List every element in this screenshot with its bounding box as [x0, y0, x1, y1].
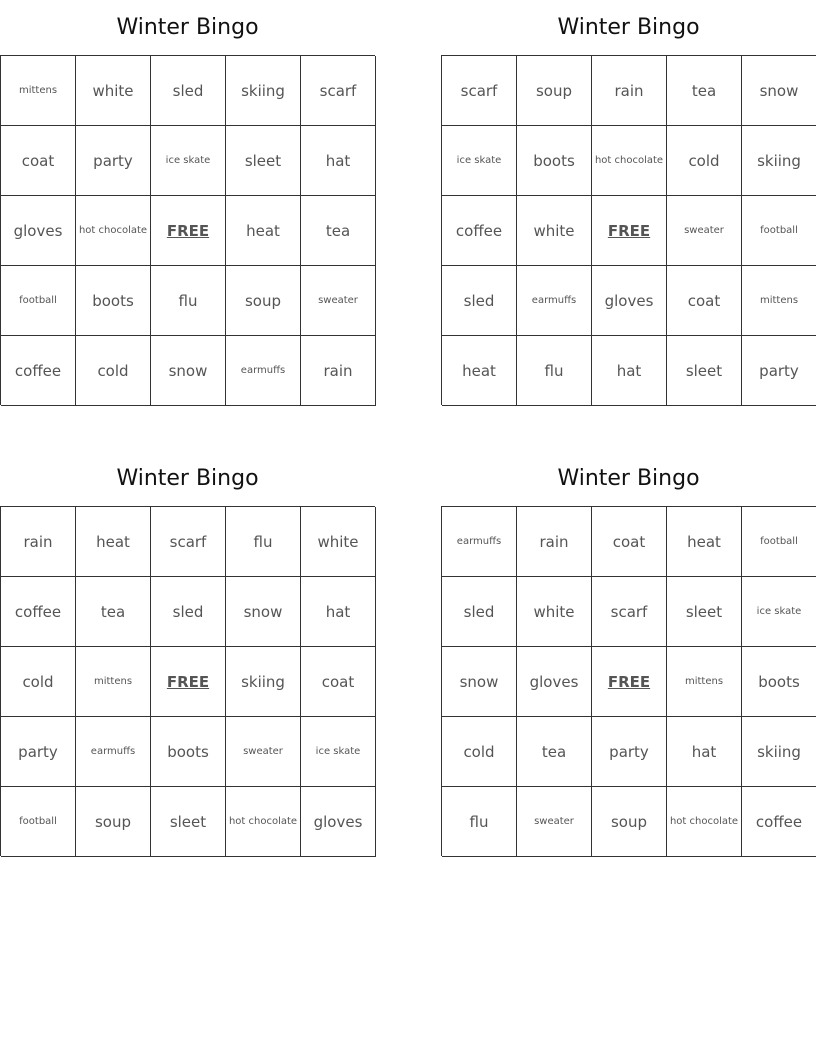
bingo-cell: mittens	[1, 56, 76, 126]
bingo-cell: flu	[517, 336, 592, 406]
bingo-card	[441, 0, 816, 405]
bingo-cell: skiing	[742, 126, 816, 196]
free-space-cell: FREE	[592, 647, 667, 717]
bingo-cell: sled	[151, 56, 226, 126]
bingo-cell: scarf	[301, 56, 376, 126]
bingo-cell: sleet	[151, 787, 226, 857]
bingo-cell: football	[742, 507, 816, 577]
bingo-cell: hat	[301, 577, 376, 647]
bingo-cell: coffee	[1, 336, 76, 406]
bingo-cell: mittens	[76, 647, 151, 717]
bingo-cell: heat	[226, 196, 301, 266]
bingo-cell: sleet	[226, 126, 301, 196]
bingo-cell: rain	[592, 56, 667, 126]
bingo-cell: coat	[301, 647, 376, 717]
bingo-cell: tea	[517, 717, 592, 787]
bingo-cell: cold	[1, 647, 76, 717]
bingo-cell: sweater	[301, 266, 376, 336]
bingo-cell: boots	[76, 266, 151, 336]
bingo-cell: heat	[76, 507, 151, 577]
bingo-cell: boots	[517, 126, 592, 196]
bingo-cell: white	[517, 577, 592, 647]
bingo-cell: party	[592, 717, 667, 787]
bingo-cell: football	[1, 787, 76, 857]
bingo-cell: coat	[667, 266, 742, 336]
card-title: Winter Bingo	[557, 15, 700, 40]
bingo-cell: heat	[667, 507, 742, 577]
card-title: Winter Bingo	[116, 15, 259, 40]
bingo-cell: rain	[517, 507, 592, 577]
bingo-cell: hot chocolate	[76, 196, 151, 266]
free-space-cell: FREE	[151, 647, 226, 717]
bingo-cell: skiing	[742, 717, 816, 787]
bingo-cell: soup	[226, 266, 301, 336]
bingo-grid	[441, 55, 816, 405]
bingo-cell: rain	[1, 507, 76, 577]
bingo-cell: snow	[742, 56, 816, 126]
bingo-grid	[441, 506, 816, 856]
bingo-cell: scarf	[151, 507, 226, 577]
free-space-cell: FREE	[592, 196, 667, 266]
bingo-cell: soup	[517, 56, 592, 126]
bingo-cell: ice skate	[442, 126, 517, 196]
bingo-card	[0, 0, 375, 405]
bingo-cell: coat	[592, 507, 667, 577]
bingo-cell: coat	[1, 126, 76, 196]
bingo-cell: sweater	[517, 787, 592, 857]
bingo-cell: earmuffs	[226, 336, 301, 406]
free-space-cell: FREE	[151, 196, 226, 266]
bingo-cell: sweater	[667, 196, 742, 266]
bingo-cell: white	[517, 196, 592, 266]
bingo-cell: coffee	[742, 787, 816, 857]
bingo-cell: skiing	[226, 56, 301, 126]
bingo-cell: scarf	[442, 56, 517, 126]
bingo-cell: ice skate	[151, 126, 226, 196]
bingo-cell: football	[742, 196, 816, 266]
bingo-cell: snow	[151, 336, 226, 406]
bingo-cell: cold	[442, 717, 517, 787]
bingo-cell: soup	[76, 787, 151, 857]
bingo-grid	[0, 506, 375, 856]
bingo-cell: flu	[442, 787, 517, 857]
bingo-cell: gloves	[1, 196, 76, 266]
bingo-cell: gloves	[301, 787, 376, 857]
bingo-cell: sled	[442, 266, 517, 336]
bingo-cell: sled	[151, 577, 226, 647]
bingo-cell: sweater	[226, 717, 301, 787]
bingo-cell: sleet	[667, 336, 742, 406]
bingo-cell: tea	[667, 56, 742, 126]
bingo-cell: hot chocolate	[226, 787, 301, 857]
bingo-cell: coffee	[1, 577, 76, 647]
bingo-card	[0, 451, 375, 856]
bingo-cell: flu	[226, 507, 301, 577]
bingo-cell: gloves	[517, 647, 592, 717]
bingo-cell: soup	[592, 787, 667, 857]
bingo-cell: mittens	[742, 266, 816, 336]
bingo-cell: flu	[151, 266, 226, 336]
bingo-cell: snow	[226, 577, 301, 647]
bingo-cell: cold	[667, 126, 742, 196]
bingo-cell: boots	[742, 647, 816, 717]
bingo-cell: hat	[301, 126, 376, 196]
bingo-cell: white	[301, 507, 376, 577]
bingo-cell: football	[1, 266, 76, 336]
card-title: Winter Bingo	[116, 466, 259, 491]
bingo-cell: sleet	[667, 577, 742, 647]
bingo-cell: hot chocolate	[667, 787, 742, 857]
bingo-cell: heat	[442, 336, 517, 406]
bingo-cell: scarf	[592, 577, 667, 647]
bingo-cell: earmuffs	[76, 717, 151, 787]
bingo-cell: party	[76, 126, 151, 196]
bingo-cell: party	[742, 336, 816, 406]
bingo-cell: earmuffs	[442, 507, 517, 577]
bingo-cell: tea	[76, 577, 151, 647]
bingo-cell: mittens	[667, 647, 742, 717]
bingo-cell: cold	[76, 336, 151, 406]
bingo-cell: hat	[592, 336, 667, 406]
bingo-cell: party	[1, 717, 76, 787]
bingo-grid	[0, 55, 375, 405]
bingo-cell: earmuffs	[517, 266, 592, 336]
bingo-cell: snow	[442, 647, 517, 717]
bingo-cell: rain	[301, 336, 376, 406]
bingo-cell: sled	[442, 577, 517, 647]
bingo-cell: ice skate	[301, 717, 376, 787]
bingo-cell: ice skate	[742, 577, 816, 647]
bingo-cell: white	[76, 56, 151, 126]
bingo-cell: coffee	[442, 196, 517, 266]
bingo-cell: skiing	[226, 647, 301, 717]
bingo-card	[441, 451, 816, 856]
bingo-cell: boots	[151, 717, 226, 787]
bingo-cell: gloves	[592, 266, 667, 336]
bingo-cell: hat	[667, 717, 742, 787]
card-title: Winter Bingo	[557, 466, 700, 491]
bingo-cell: tea	[301, 196, 376, 266]
bingo-cell: hot chocolate	[592, 126, 667, 196]
